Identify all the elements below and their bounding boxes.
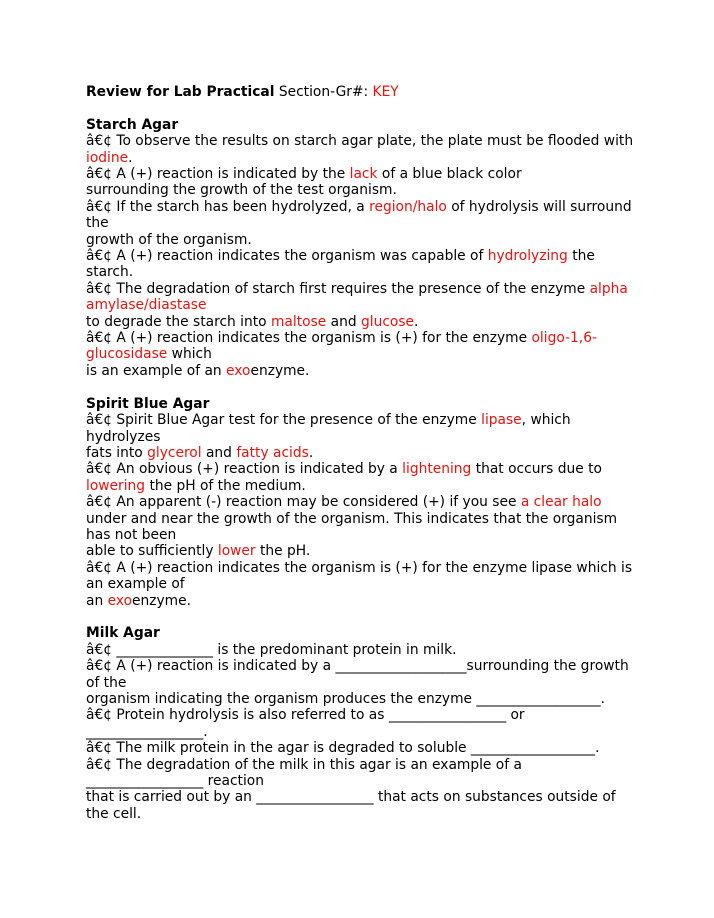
text-line bbox=[86, 363, 648, 379]
body-text: and bbox=[326, 313, 361, 330]
text-line bbox=[86, 642, 648, 658]
answer-text: alpha bbox=[589, 280, 628, 297]
answer-text: fatty acids bbox=[236, 444, 309, 461]
body-text: â€¢ An apparent (-) reaction may be considered (+) if you see bbox=[86, 494, 521, 511]
section-starch-agar bbox=[86, 117, 648, 380]
answer-text: exo bbox=[226, 362, 251, 379]
text-line bbox=[86, 346, 648, 362]
body-text: starch. bbox=[86, 264, 134, 281]
body-text: an example of bbox=[86, 576, 185, 593]
answer-text: lack bbox=[349, 166, 378, 183]
body-text: enzyme. bbox=[132, 592, 191, 609]
text-line bbox=[86, 511, 648, 527]
section-heading: Spirit Blue Agar bbox=[86, 395, 210, 412]
answer-text: lipase bbox=[481, 412, 522, 429]
spacer bbox=[86, 609, 648, 625]
text-line bbox=[86, 264, 648, 280]
body-text: to degrade the starch into bbox=[86, 313, 271, 330]
body-text: of the bbox=[86, 674, 127, 691]
text-line bbox=[86, 757, 648, 773]
title-bold: Review for Lab Practical bbox=[86, 84, 275, 100]
body-text: the bbox=[567, 248, 595, 265]
body-text: , which bbox=[521, 412, 571, 429]
text-line bbox=[86, 675, 648, 691]
body-text: an bbox=[86, 592, 108, 609]
body-text: â€¢ The degradation of the milk in this agar is an example of a bbox=[86, 756, 522, 773]
body-text: â€¢ Protein hydrolysis is also referred to as _________________ or bbox=[86, 707, 525, 724]
text-line bbox=[86, 182, 648, 198]
text-line bbox=[86, 330, 648, 346]
text-line bbox=[86, 806, 648, 822]
body-text: the cell. bbox=[86, 805, 142, 822]
body-text: surrounding the growth of the test organism. bbox=[86, 182, 397, 199]
body-text: â€¢ ______________ is the predominant protein in milk. bbox=[86, 641, 457, 658]
document-page bbox=[86, 84, 648, 822]
answer-text: maltose bbox=[270, 313, 327, 330]
answer-text: glycerol bbox=[147, 444, 202, 461]
body-text: â€¢ The degradation of starch first requires the presence of the enzyme bbox=[86, 280, 590, 297]
body-text: that is carried out by an _________________ that acts on substances outside of bbox=[86, 789, 616, 806]
body-text: the pH. bbox=[255, 543, 311, 560]
answer-text: iodine bbox=[86, 149, 129, 166]
text-line bbox=[86, 133, 648, 149]
section-milk-agar bbox=[86, 625, 648, 822]
answer-text: lightening bbox=[402, 461, 472, 478]
body-text: â€¢ A (+) reaction indicates the organism is (+) for the enzyme bbox=[86, 330, 532, 347]
body-text: enzyme. bbox=[250, 362, 310, 379]
answer-text: region/halo bbox=[369, 198, 447, 215]
body-text: of a blue black color bbox=[377, 166, 522, 183]
text-line bbox=[86, 248, 648, 264]
body-text: fats into bbox=[86, 444, 148, 461]
text-line bbox=[86, 297, 648, 313]
answer-text: hydrolyzing bbox=[487, 248, 568, 265]
text-line bbox=[86, 478, 648, 494]
title-section-label: Section-Gr#: bbox=[274, 84, 373, 100]
body-text: â€¢ The milk protein in the agar is degraded to soluble __________________. bbox=[86, 740, 600, 757]
text-line bbox=[86, 593, 648, 609]
answer-text: exo bbox=[107, 592, 133, 609]
text-line bbox=[86, 527, 648, 543]
body-text: . bbox=[128, 149, 133, 166]
body-text: that occurs due to bbox=[471, 461, 602, 478]
answer-text: glucose bbox=[360, 313, 415, 330]
text-line bbox=[86, 724, 648, 740]
text-line bbox=[86, 543, 648, 559]
document-title bbox=[86, 84, 648, 100]
answer-text: lower bbox=[217, 543, 256, 560]
text-line bbox=[86, 773, 648, 789]
text-line bbox=[86, 740, 648, 756]
body-text: â€¢ A (+) reaction is indicated by a ___________________surrounding the growth bbox=[86, 658, 629, 675]
body-text: is an example of an bbox=[86, 362, 227, 379]
text-line bbox=[86, 150, 648, 166]
section-heading: Starch Agar bbox=[86, 116, 179, 133]
body-text: the pH of the medium. bbox=[145, 477, 306, 494]
sections-container bbox=[86, 117, 648, 822]
text-line bbox=[86, 412, 648, 428]
body-text: the bbox=[86, 215, 109, 232]
text-line bbox=[86, 314, 648, 330]
text-line bbox=[86, 281, 648, 297]
answer-text: oligo-1,6- bbox=[531, 330, 597, 347]
text-line bbox=[86, 707, 648, 723]
title-key: KEY bbox=[372, 84, 399, 100]
spacer bbox=[86, 379, 648, 395]
answer-text: a clear halo bbox=[520, 494, 602, 511]
section-spirit-blue-agar bbox=[86, 396, 648, 609]
body-text: organism indicating the organism produces the enzyme __________________. bbox=[86, 690, 605, 707]
body-text: under and near the growth of the organism. This indicates that the organism bbox=[86, 510, 618, 527]
text-line bbox=[86, 494, 648, 510]
text-line bbox=[86, 199, 648, 215]
body-text: _________________. bbox=[86, 723, 208, 740]
body-text: _________________ reaction bbox=[86, 773, 264, 790]
body-text: â€¢ Spirit Blue Agar test for the presence of the enzyme bbox=[86, 412, 482, 429]
body-text: which bbox=[167, 346, 212, 363]
answer-text: glucosidase bbox=[86, 346, 168, 363]
answer-text: amylase/diastase bbox=[86, 297, 207, 314]
body-text: able to sufficiently bbox=[86, 543, 218, 560]
body-text: â€¢ If the starch has been hydrolyzed, a bbox=[86, 198, 370, 215]
text-line bbox=[86, 166, 648, 182]
text-line bbox=[86, 560, 648, 576]
text-line bbox=[86, 232, 648, 248]
body-text: growth of the organism. bbox=[86, 231, 252, 248]
section-heading: Milk Agar bbox=[86, 625, 160, 642]
body-text: hydrolyzes bbox=[86, 428, 161, 445]
body-text: of hydrolysis will surround bbox=[446, 198, 632, 215]
body-text: . bbox=[308, 444, 314, 461]
body-text: â€¢ To observe the results on starch agar plate, the plate must be flooded with bbox=[86, 133, 634, 150]
text-line bbox=[86, 215, 648, 231]
text-line bbox=[86, 576, 648, 592]
body-text: and bbox=[201, 444, 237, 461]
spacer bbox=[86, 100, 648, 116]
text-line bbox=[86, 429, 648, 445]
body-text: has not been bbox=[86, 526, 177, 543]
text-line bbox=[86, 461, 648, 477]
text-line bbox=[86, 691, 648, 707]
text-line bbox=[86, 445, 648, 461]
text-line bbox=[86, 789, 648, 805]
answer-text: lowering bbox=[86, 477, 146, 494]
body-text: â€¢ A (+) reaction indicates the organism is (+) for the enzyme lipase which is bbox=[86, 559, 633, 576]
body-text: . bbox=[414, 313, 419, 330]
body-text: â€¢ A (+) reaction is indicated by the bbox=[86, 166, 350, 183]
text-line bbox=[86, 658, 648, 674]
body-text: â€¢ A (+) reaction indicates the organism was capable of bbox=[86, 248, 488, 265]
body-text: â€¢ An obvious (+) reaction is indicated by a bbox=[86, 461, 403, 478]
